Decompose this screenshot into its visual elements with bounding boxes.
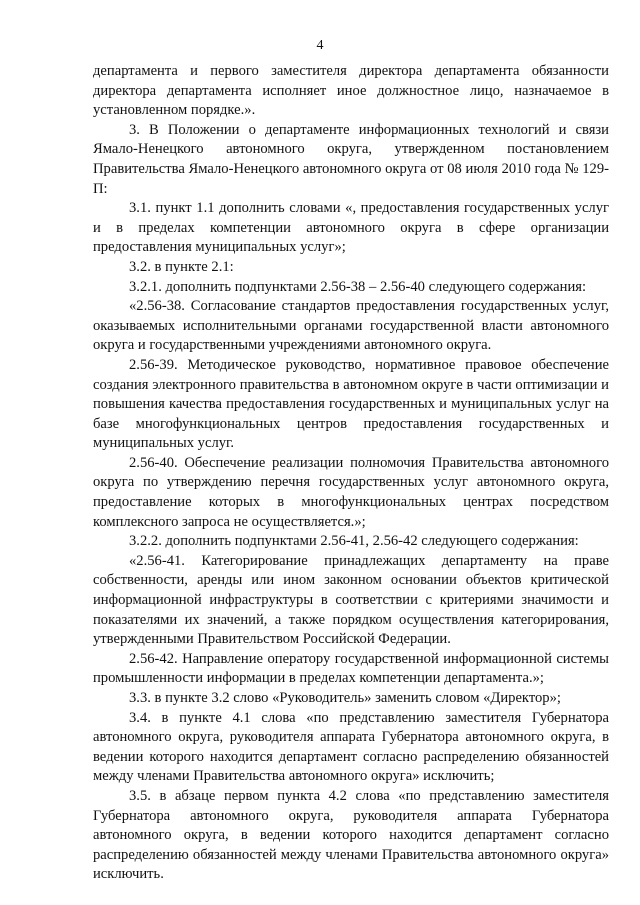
paragraph-subitem-2-56-42: 2.56-42. Направление оператору государственной информационной системы промышленности информации в пределах компетенции департамента.»; (93, 650, 609, 687)
paragraph-item-3-4: 3.4. в пункте 4.1 слова «по представлению заместителя Губернатора автономного округа, руководителя аппарата Губернатора автономного округа, в ведении которого находится департамент согласно распределению обязанностей между членами Правительства автономного округа» исключить; (93, 709, 609, 785)
paragraph-subitem-2-56-40: 2.56-40. Обеспечение реализации полномочия Правительства автономного округа по утверждению перечня государственных услуг автономного округа, предоставление которых в многофункциональных центрах посредством комплексного запроса не осуществляется.»; (93, 454, 609, 530)
paragraph-subitem-2-56-41: «2.56-41. Категорирование принадлежащих департаменту на праве собственности, аренды или ином законном основании объектов критической информационной инфраструктуры в соответствии с критериями значимости и показателями их значений, а также порядком осуществления категорирования, утвержденными Правительством Российской Федерации. (93, 552, 609, 648)
paragraph-item-3-1: 3.1. пункт 1.1 дополнить словами «, предоставления государственных услуг и в пределах компетенции автономного округа в сфере организации предоставления муниципальных услуг»; (93, 200, 609, 256)
paragraph-item-3-2: 3.2. в пункте 2.1: (129, 258, 234, 275)
paragraph-continuation: департамента и первого заместителя директора департамента обязанности директора департамента исполняет иное должностное лицо, назначаемое в установленном порядке.». (93, 63, 609, 119)
page-number: 4 (316, 38, 324, 53)
document-body (93, 62, 609, 885)
paragraph-item-3: 3. В Положении о департаменте информационных технологий и связи Ямало-Ненецкого автономного округа, утвержденном постановлением Правительства Ямало-Ненецкого автономного округа от 08 июля 2010 года № 129-П: (93, 121, 609, 197)
paragraph-subitem-2-56-39: 2.56-39. Методическое руководство, нормативное правовое обеспечение создания электронного правительства в автономном округе в части оптимизации и повышения качества предоставления государственных и муниципальных услуг на базе многофункциональных центров предоставления государственных и муниципальных услуг. (93, 356, 609, 452)
paragraph-item-3-5: 3.5. в абзаце первом пункта 4.2 слова «по представлению заместителя Губернатора автономного округа, руководителя аппарата Губернатора автономного округа, в ведении которого находится департамент согласно распределению обязанностей между членами Правительства автономного округа» исключить. (93, 787, 609, 883)
paragraph-subitem-2-56-38: «2.56-38. Согласование стандартов предоставления государственных услуг, оказываемых исполнительными органами государственной власти автономного округа и государственными учреждениями автономного округа. (93, 298, 609, 354)
paragraph-item-3-2-2: 3.2.2. дополнить подпунктами 2.56-41, 2.56-42 следующего содержания: (129, 533, 579, 550)
paragraph-item-3-2-1: 3.2.1. дополнить подпунктами 2.56-38 – 2.56-40 следующего содержания: (129, 278, 587, 295)
paragraph-item-3-3: 3.3. в пункте 3.2 слово «Руководитель» заменить словом «Директор»; (129, 690, 561, 706)
